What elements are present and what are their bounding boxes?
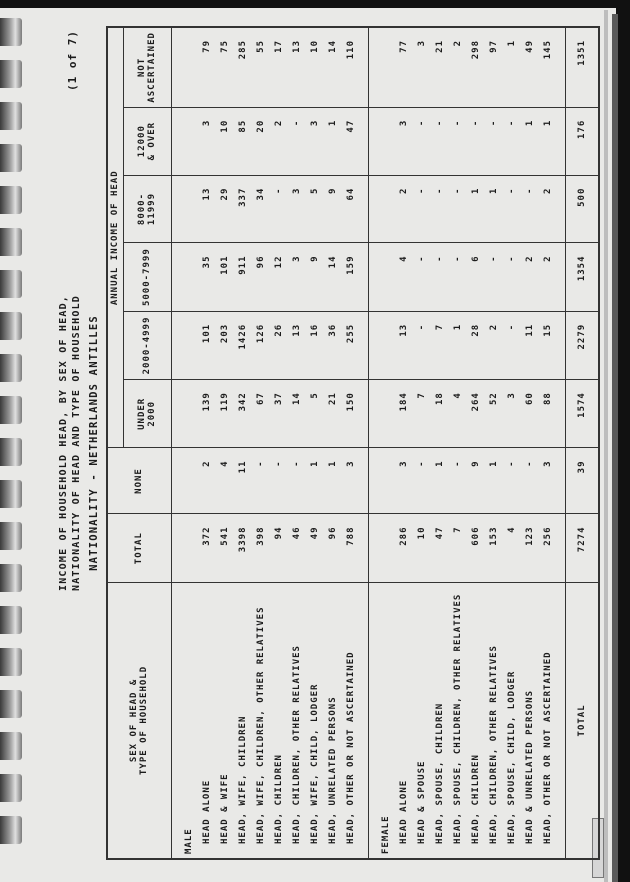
table-cell: - — [273, 460, 284, 467]
table-cell: 9 — [309, 255, 320, 262]
row-labels — [368, 582, 565, 859]
spiral-binding-ring — [0, 228, 22, 256]
spacer — [377, 461, 395, 510]
spacer — [377, 120, 395, 171]
spiral-binding-ring — [0, 732, 22, 760]
table-cell: 119 — [219, 392, 230, 412]
value-column — [171, 107, 368, 175]
table-cell: 13 — [201, 187, 212, 201]
title-line-1: INCOME OF HOUSEHOLD HEAD, BY SEX OF HEAD, — [58, 294, 69, 592]
spiral-binding-ring — [0, 60, 22, 88]
table-cell: - — [470, 119, 481, 127]
table-cell: - — [273, 187, 284, 195]
table-cell: 37 — [273, 392, 284, 405]
row-label: HEAD, SPOUSE, CHILDREN, OTHER RELATIVES — [452, 593, 463, 844]
row-label: HEAD & UNRELATED PERSONS — [524, 689, 535, 844]
table-cell: 541 — [219, 526, 230, 546]
table-cell: 88 — [542, 392, 553, 405]
table-cell: 1426 — [237, 323, 248, 350]
table-cell: 606 — [470, 526, 481, 546]
spacer — [377, 188, 395, 239]
page-number: (1 of 7) — [66, 30, 79, 91]
table-cell: 1 — [542, 119, 553, 127]
table-cell: 126 — [255, 323, 266, 344]
table-cell: 337 — [237, 187, 248, 207]
table-cell: 21 — [327, 392, 338, 405]
spacer — [377, 527, 395, 578]
col-header-line: UNDER — [137, 397, 147, 430]
spiral-binding-ring — [0, 606, 22, 634]
col-header-not-ascertained — [123, 27, 171, 107]
table-cell: 15 — [542, 323, 553, 337]
table-cell: 256 — [542, 526, 553, 546]
table-cell: 1 — [524, 119, 535, 127]
spacer — [180, 255, 198, 306]
table-cell: 2 — [524, 255, 535, 262]
table-cell: 64 — [345, 187, 356, 201]
table-cell: 60 — [524, 392, 535, 405]
table-cell: 12 — [273, 255, 284, 269]
col-header-8000-11999: 8000-11999 — [123, 175, 171, 243]
table-cell: 3 — [416, 40, 427, 47]
table-cell: 2 — [201, 460, 212, 467]
table-cell: - — [416, 119, 427, 127]
value-column — [368, 243, 565, 311]
table-cell: 55 — [255, 40, 266, 53]
col-header-5000-7999: 5000-7999 — [123, 243, 171, 311]
table-cell: 1 — [309, 460, 320, 467]
row-label: HEAD, UNRELATED PERSONS — [327, 696, 338, 844]
value-column — [171, 311, 368, 379]
total-cell: 176 — [565, 107, 599, 175]
value-column — [368, 380, 565, 448]
total-cell: 1574 — [565, 380, 599, 448]
spiral-binding-ring — [0, 18, 22, 46]
row-label: HEAD, OTHER OR NOT ASCERTAINED — [345, 651, 356, 844]
row-label: HEAD & SPOUSE — [416, 760, 427, 844]
value-column — [171, 27, 368, 107]
table-cell: - — [506, 255, 517, 262]
table-cell: 1 — [434, 460, 445, 467]
spiral-binding-ring — [0, 438, 22, 466]
row-label: HEAD, CHILDREN — [273, 754, 284, 844]
table-cell: 3 — [398, 460, 409, 467]
table-cell: 11 — [237, 460, 248, 474]
table-cell: 4 — [452, 392, 463, 399]
section-label: MALE — [183, 828, 194, 854]
income-table — [106, 26, 600, 860]
table-cell: - — [416, 323, 427, 331]
table-cell: - — [452, 255, 463, 262]
col-header-2000-4999: 2000-4999 — [123, 311, 171, 379]
row-label: HEAD, SPOUSE, CHILDREN — [434, 702, 445, 844]
table-cell: 14 — [327, 255, 338, 269]
table-cell: 372 — [201, 526, 212, 546]
spiral-binding-ring — [0, 102, 22, 130]
row-header — [107, 582, 171, 859]
spacer — [180, 324, 198, 375]
value-column — [368, 448, 565, 514]
table-cell: 184 — [398, 392, 409, 412]
value-column — [171, 380, 368, 448]
table-cell: - — [416, 187, 427, 195]
row-header-line-1: SEX OF HEAD & — [129, 678, 140, 763]
table-cell: 97 — [488, 40, 499, 53]
spacer — [377, 324, 395, 375]
table-cell: 96 — [255, 255, 266, 269]
table-cell: 3 — [345, 460, 356, 467]
table-cell: 4 — [506, 526, 517, 533]
table-cell: 94 — [273, 526, 284, 540]
table-cell: 7 — [416, 392, 427, 399]
page-shadow-edge — [612, 14, 618, 882]
spiral-binding-ring — [0, 816, 22, 844]
table-cell: - — [434, 119, 445, 127]
table-cell: 47 — [345, 119, 356, 133]
col-header-12000-over — [123, 107, 171, 175]
table-cell: - — [506, 119, 517, 127]
table-cell: - — [488, 255, 499, 262]
table-cell: 4 — [398, 255, 409, 262]
table-cell: 34 — [255, 187, 266, 201]
table-cell: 35 — [201, 255, 212, 269]
table-cell: 911 — [237, 255, 248, 275]
table-cell: 342 — [237, 392, 248, 412]
table-cell: 26 — [273, 323, 284, 337]
table-cell: - — [452, 187, 463, 195]
table-cell: - — [506, 460, 517, 467]
row-label: HEAD & WIFE — [219, 773, 230, 844]
table-cell: 9 — [327, 187, 338, 195]
table-cell: 145 — [542, 40, 553, 60]
spacer — [180, 120, 198, 171]
value-column — [368, 27, 565, 107]
table-cell: 3 — [201, 119, 212, 127]
table-cell: - — [291, 119, 302, 127]
spacer — [180, 392, 198, 443]
spiral-binding-ring — [0, 354, 22, 382]
table-cell: 285 — [237, 40, 248, 60]
row-labels — [171, 582, 368, 859]
title-line-3: NATIONALITY - NETHERLANDS ANTILLES — [88, 315, 100, 571]
table-cell: 1 — [327, 119, 338, 127]
table-cell: 13 — [291, 40, 302, 53]
table-cell: 14 — [291, 392, 302, 405]
row-label: HEAD, WIFE, CHILDREN, OTHER RELATIVES — [255, 606, 266, 844]
total-cell: 39 — [565, 448, 599, 514]
table-cell: 298 — [470, 40, 481, 60]
table-cell: 255 — [345, 323, 356, 344]
spacer — [180, 40, 198, 103]
table-cell: 3 — [542, 460, 553, 467]
spiral-binding-ring — [0, 522, 22, 550]
row-label: HEAD, WIFE, CHILDREN — [237, 715, 248, 844]
table-cell: 264 — [470, 392, 481, 412]
table-cell: 10 — [309, 40, 320, 53]
section-male — [171, 27, 368, 859]
rotated-table-page — [50, 18, 610, 868]
table-cell: 6 — [470, 255, 481, 262]
spiral-binding-ring — [0, 690, 22, 718]
table-cell: 1 — [488, 187, 499, 195]
row-label: HEAD, CHILDREN, OTHER RELATIVES — [291, 645, 302, 844]
table-cell: 2 — [542, 255, 553, 262]
row-label: HEAD, OTHER OR NOT ASCERTAINED — [542, 651, 553, 844]
table-cell: 9 — [470, 460, 481, 467]
spiral-binding-ring — [0, 312, 22, 340]
row-header-line-2: TYPE OF HOUSEHOLD — [139, 665, 150, 775]
spiral-binding-ring — [0, 270, 22, 298]
table-cell: - — [524, 187, 535, 195]
table-cell: 110 — [345, 40, 356, 60]
table-cell: 150 — [345, 392, 356, 412]
total-label: TOTAL — [565, 582, 599, 859]
table-cell: 11 — [524, 323, 535, 337]
spacer — [377, 40, 395, 103]
col-header-total: TOTAL — [107, 514, 171, 582]
spacer — [180, 188, 198, 239]
row-label: HEAD, CHILDREN — [470, 754, 481, 844]
table-cell: 13 — [291, 323, 302, 337]
table-cell: 2 — [452, 40, 463, 47]
table-cell: 7 — [434, 323, 445, 331]
table-cell: 153 — [488, 526, 499, 546]
spiral-binding-ring — [0, 564, 22, 592]
table-cell: - — [452, 119, 463, 127]
table-cell: - — [416, 460, 427, 467]
group-header-annual-income: ANNUAL INCOME OF HEAD — [107, 27, 123, 448]
total-cell: 7274 — [565, 514, 599, 582]
table-cell: 1 — [452, 323, 463, 331]
table-cell: 49 — [524, 40, 535, 53]
table-cell: - — [524, 460, 535, 467]
total-row — [565, 27, 599, 859]
table-cell: 139 — [201, 392, 212, 412]
col-header-line: & OVER — [147, 121, 157, 161]
table-cell: 47 — [434, 526, 445, 540]
table-cell: 7 — [452, 526, 463, 533]
section-female — [368, 27, 565, 859]
table-cell: 5 — [309, 392, 320, 399]
table-cell: 52 — [488, 392, 499, 405]
spiral-binding-ring — [0, 396, 22, 424]
row-label: HEAD, CHILDREN, OTHER RELATIVES — [488, 645, 499, 844]
row-label: HEAD ALONE — [398, 779, 409, 844]
value-column — [171, 514, 368, 582]
table-cell: 3 — [398, 119, 409, 127]
table-cell: 17 — [273, 40, 284, 53]
table-cell: 2 — [542, 187, 553, 195]
table-cell: 16 — [309, 323, 320, 337]
table-cell: 10 — [219, 119, 230, 133]
table-cell: 3 — [291, 187, 302, 195]
table-cell: 3398 — [237, 526, 248, 553]
table-cell: 286 — [398, 526, 409, 546]
spiral-binding-ring — [0, 480, 22, 508]
table-cell: 4 — [219, 460, 230, 467]
table-cell: 36 — [327, 323, 338, 337]
table-cell: - — [434, 187, 445, 195]
table-cell: 21 — [434, 40, 445, 53]
table-cell: 3 — [506, 392, 517, 399]
table-cell: - — [506, 187, 517, 195]
spiral-binding-ring — [0, 648, 22, 676]
table-cell: 28 — [470, 323, 481, 337]
table-cell: 101 — [219, 255, 230, 275]
table-cell: 77 — [398, 40, 409, 53]
title-line-2: NATIONALITY OF HEAD AND TYPE OF HOUSEHOLD — [71, 294, 82, 592]
col-header-line: 12000 — [137, 125, 147, 158]
spiral-binding-ring — [0, 186, 22, 214]
table-cell: 101 — [201, 323, 212, 344]
table-cell: 85 — [237, 119, 248, 133]
value-column — [368, 514, 565, 582]
spiral-binding-ring — [0, 144, 22, 172]
total-cell: 2279 — [565, 311, 599, 379]
table-cell: 20 — [255, 119, 266, 133]
value-column — [368, 107, 565, 175]
spacer — [377, 255, 395, 306]
spiral-binding-ring — [0, 774, 22, 802]
table-cell: - — [506, 323, 517, 331]
value-column — [171, 243, 368, 311]
col-header-line: NOT — [137, 57, 147, 77]
row-label: HEAD, WIFE, CHILD, LODGER — [309, 683, 320, 844]
table-cell: - — [488, 119, 499, 127]
spacer — [180, 527, 198, 578]
spacer — [377, 392, 395, 443]
col-header-line: ASCERTAINED — [147, 32, 157, 103]
spacer — [180, 461, 198, 510]
table-cell: - — [452, 460, 463, 467]
table-cell: 1 — [506, 40, 517, 47]
col-header-none: NONE — [107, 448, 171, 514]
table-cell: 398 — [255, 526, 266, 546]
table-cell: 67 — [255, 392, 266, 405]
table-cell: - — [434, 255, 445, 262]
value-column — [171, 448, 368, 514]
table-cell: 2 — [398, 187, 409, 195]
table-cell: 46 — [291, 526, 302, 540]
table-cell: 2 — [273, 119, 284, 127]
value-column — [368, 311, 565, 379]
table-cell: 79 — [201, 40, 212, 53]
table-cell: 788 — [345, 526, 356, 546]
table-cell: 159 — [345, 255, 356, 275]
table-cell: 18 — [434, 392, 445, 405]
table-cell: 3 — [291, 255, 302, 262]
section-label: FEMALE — [380, 815, 391, 854]
table-cell: 14 — [327, 40, 338, 53]
table-cell: 29 — [219, 187, 230, 201]
table-cell: 3 — [309, 119, 320, 127]
table-cell: 75 — [219, 40, 230, 53]
table-cell: 10 — [416, 526, 427, 540]
table-cell: 1 — [470, 187, 481, 195]
total-cell: 1354 — [565, 243, 599, 311]
table-cell: 13 — [398, 323, 409, 337]
table-cell: 203 — [219, 323, 230, 344]
total-cell: 500 — [565, 175, 599, 243]
row-label: HEAD, SPOUSE, CHILD, LODGER — [506, 670, 517, 844]
table-cell: 49 — [309, 526, 320, 540]
table-cell: 5 — [309, 187, 320, 195]
col-header-under-2000 — [123, 380, 171, 448]
table-cell: 123 — [524, 526, 535, 546]
table-cell: 1 — [327, 460, 338, 467]
total-cell: 1351 — [565, 27, 599, 107]
table-cell: 1 — [488, 460, 499, 467]
table-cell: 96 — [327, 526, 338, 540]
table-cell: - — [255, 460, 266, 467]
table-cell: - — [291, 460, 302, 467]
table-cell: 2 — [488, 323, 499, 331]
col-header-line: 2000 — [147, 400, 157, 427]
table-cell: - — [416, 255, 427, 262]
value-column — [171, 175, 368, 243]
value-column — [368, 175, 565, 243]
row-label: HEAD ALONE — [201, 779, 212, 844]
